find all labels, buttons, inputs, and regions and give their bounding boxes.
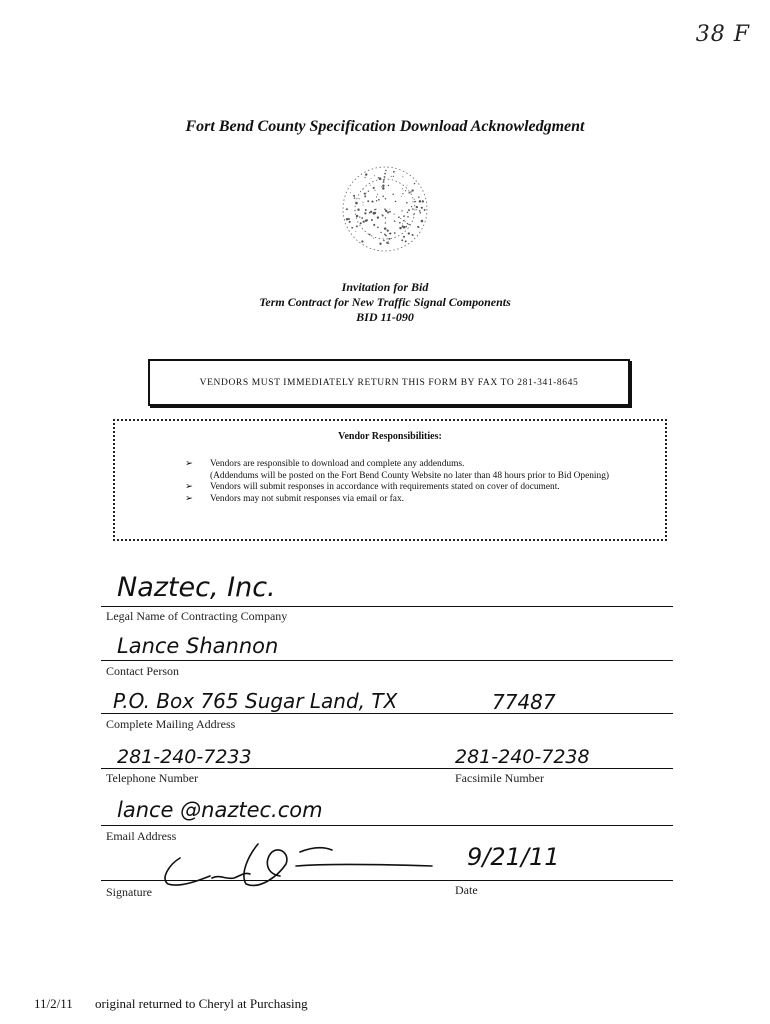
- bid-number: BID 11-090: [356, 310, 414, 324]
- company-name-line: [101, 606, 673, 607]
- mailing-address-label: Complete Mailing Address: [106, 717, 236, 731]
- contact-person-line: [101, 660, 673, 661]
- date-label: Date: [455, 883, 478, 897]
- responsibilities-heading: Vendor Responsibilities:: [338, 431, 442, 442]
- bid-info: [0, 280, 770, 325]
- page-title: Fort Bend County Specification Download Acknowledgment: [185, 118, 585, 135]
- arrow-bullet-icon: ➢: [185, 493, 193, 504]
- list-item: ➢ Vendors will submit responses in accordance with requirements stated on cover of document.: [185, 482, 560, 493]
- date-value[interactable]: 9/21/11: [467, 843, 560, 871]
- county-seal-image: [335, 163, 435, 255]
- signature-line: [101, 880, 673, 881]
- responsibilities-list: [185, 459, 659, 505]
- contact-person-label: Contact Person: [106, 664, 179, 678]
- signature-scribble-image[interactable]: [140, 834, 440, 892]
- vendor-responsibilities-box: [113, 419, 667, 541]
- footer-date: 11/2/11: [34, 996, 73, 1011]
- email-label: Email Address: [106, 829, 177, 843]
- facsimile-value[interactable]: 281-240-7238: [455, 746, 590, 768]
- arrow-bullet-icon: ➢: [185, 482, 193, 493]
- telephone-label: Telephone Number: [106, 771, 199, 785]
- email-line: [101, 825, 673, 826]
- company-name-label: Legal Name of Contracting Company: [106, 609, 288, 623]
- facsimile-label: Facsimile Number: [455, 771, 544, 785]
- list-item: ➢ Vendors are responsible to download and complete any addendums.: [185, 459, 465, 469]
- footer-text: original returned to Cheryl at Purchasing: [95, 996, 308, 1011]
- mailing-address-value[interactable]: P.O. Box 765 Sugar Land, TX: [113, 689, 398, 713]
- footer-note: [34, 996, 308, 1012]
- company-name-value[interactable]: Naztec, Inc.: [117, 572, 276, 603]
- arrow-bullet-icon: ➢: [185, 459, 193, 469]
- contact-person-value[interactable]: Lance Shannon: [117, 634, 279, 658]
- fax-notice-box: [148, 359, 630, 406]
- bid-contract-name: Term Contract for New Traffic Signal Components: [259, 295, 511, 309]
- handwritten-page-note: 38 F: [695, 22, 750, 47]
- zip-code-value[interactable]: 77487: [492, 690, 556, 714]
- list-item-note: (Addendums will be posted on the Fort Bend County Website no later than 48 hours prior to Bid Opening): [210, 470, 610, 481]
- list-item: ➢ Vendors may not submit responses via email or fax.: [185, 493, 404, 504]
- phone-fax-line: [101, 768, 673, 769]
- email-value[interactable]: lance @naztec.com: [117, 798, 323, 822]
- signature-label: Signature: [106, 885, 152, 899]
- fax-notice-text: VENDORS MUST IMMEDIATELY RETURN THIS FORM BY FAX TO 281-341-8645: [199, 377, 579, 388]
- mailing-address-line: [101, 713, 673, 714]
- telephone-value[interactable]: 281-240-7233: [117, 746, 252, 768]
- bid-invitation: Invitation for Bid: [341, 280, 429, 294]
